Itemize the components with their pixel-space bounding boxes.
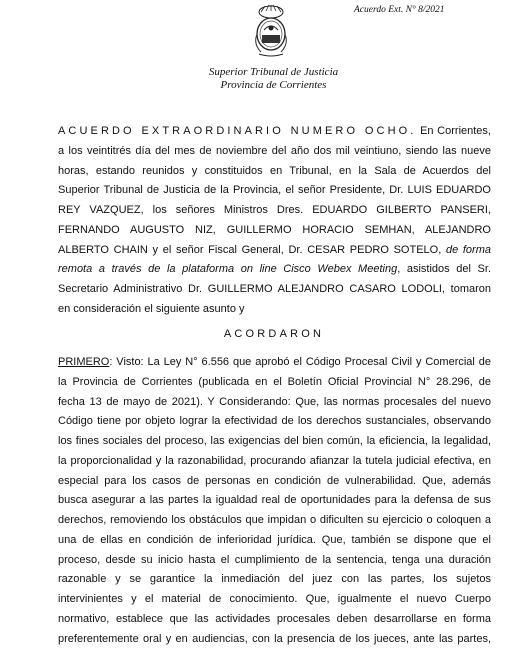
primero-line: Código tiene por objeto lograr la efectividad de los derechos sustanciales, observando [58, 412, 491, 432]
intro-line: ALBERTO CHAIN y el señor Fiscal General, Dr. CESAR PEDRO SOTELO, [58, 244, 446, 256]
intro-line: FERNANDO AUGUSTO NIZ, GUILLERMO HORACIO SEMHAN, ALEJANDRO [58, 221, 491, 241]
intro-line: En Corrientes, [416, 125, 491, 137]
document-reference: Acuerdo Ext. N° 8/2021 [354, 5, 445, 15]
primero-line: especial para los casos de personas en condición de vulnerabilidad. Que, además [58, 472, 491, 492]
intro-line: a los veintitrés día del mes de noviembre del año dos mil veintiuno, siendo las nueve [58, 142, 491, 162]
primero-line: una de ellas en condición de inferioridad jurídica. Que, también se dispone que el [58, 531, 491, 551]
primero-line: normativo, establece que las actividades procesales deben desarrollarse en forma [58, 610, 491, 630]
primero-line: fecha 13 de mayo de 2021). Y Considerando: Que, las normas procesales del nuevo [58, 393, 491, 413]
acordaron-heading: ACORDARON [0, 328, 528, 340]
primero-label: PRIMERO [58, 356, 109, 368]
intro-paragraph [58, 122, 491, 320]
primero-line: razonable y se garantice la inmediación del juez con las partes, los sujetos [58, 570, 491, 590]
intro-line: en consideración el siguiente asunto y [58, 300, 491, 320]
primero-line: derechos, removiendo los obstáculos que impidan o dificulten su ejercicio o coloquen a [58, 511, 491, 531]
primero-line: la proporcionalidad y la razonabilidad, procurando afianzar la tutela judicial efectiva, en [58, 452, 491, 472]
court-title [0, 66, 528, 91]
court-province: Provincia de Corrientes [0, 79, 528, 92]
primero-paragraph [58, 353, 491, 649]
primero-line: intervinientes y el material de conocimiento. Que, igualmente el nuevo Cuerpo [58, 590, 491, 610]
intro-line: , asistidos del Sr. [397, 263, 491, 275]
primero-line: proceso, desde su inicio hasta el cumplimiento de la sentencia, tenga una duración [58, 551, 491, 571]
coat-of-arms-seal [251, 4, 291, 58]
primero-line: la Provincia de Corrientes (publicada en el Boletín Oficial Provincial N° 28.296, de [58, 373, 491, 393]
intro-line: REY VAZQUEZ, los señores Ministros Dres. EDUARDO GILBERTO PANSERI, [58, 201, 491, 221]
intro-italic: de forma [446, 244, 491, 256]
primero-line: preferentemente oral y en audiencias, con la presencia de los jueces, ante las partes, [58, 630, 491, 649]
primero-line: busca asegurar a las partes la igualdad real de oportunidades para la defensa de sus [58, 491, 491, 511]
primero-line: los fines sociales del proceso, las exigencias del bien común, la eficiencia, la legalidad, [58, 432, 491, 452]
court-name: Superior Tribunal de Justicia [0, 66, 528, 79]
intro-line: Superior Tribunal de Justicia de la Provincia, el señor Presidente, Dr. LUIS EDUARDO [58, 181, 491, 201]
intro-line: horas, estando reunidos y constituidos en Tribunal, en la Sala de Acuerdos del [58, 162, 491, 182]
primero-line: : Visto: La Ley N° 6.556 que aprobó el Código Procesal Civil y Comercial de [109, 356, 491, 368]
intro-italic-line: remota a través de la plataforma on line Cisco Webex Meeting [58, 263, 397, 275]
agreement-title: ACUERDO EXTRAORDINARIO NUMERO OCHO. [58, 125, 416, 137]
intro-line: Secretario Administrativo Dr. GUILLERMO ALEJANDRO CASARO LODOLI, tomaron [58, 280, 491, 300]
